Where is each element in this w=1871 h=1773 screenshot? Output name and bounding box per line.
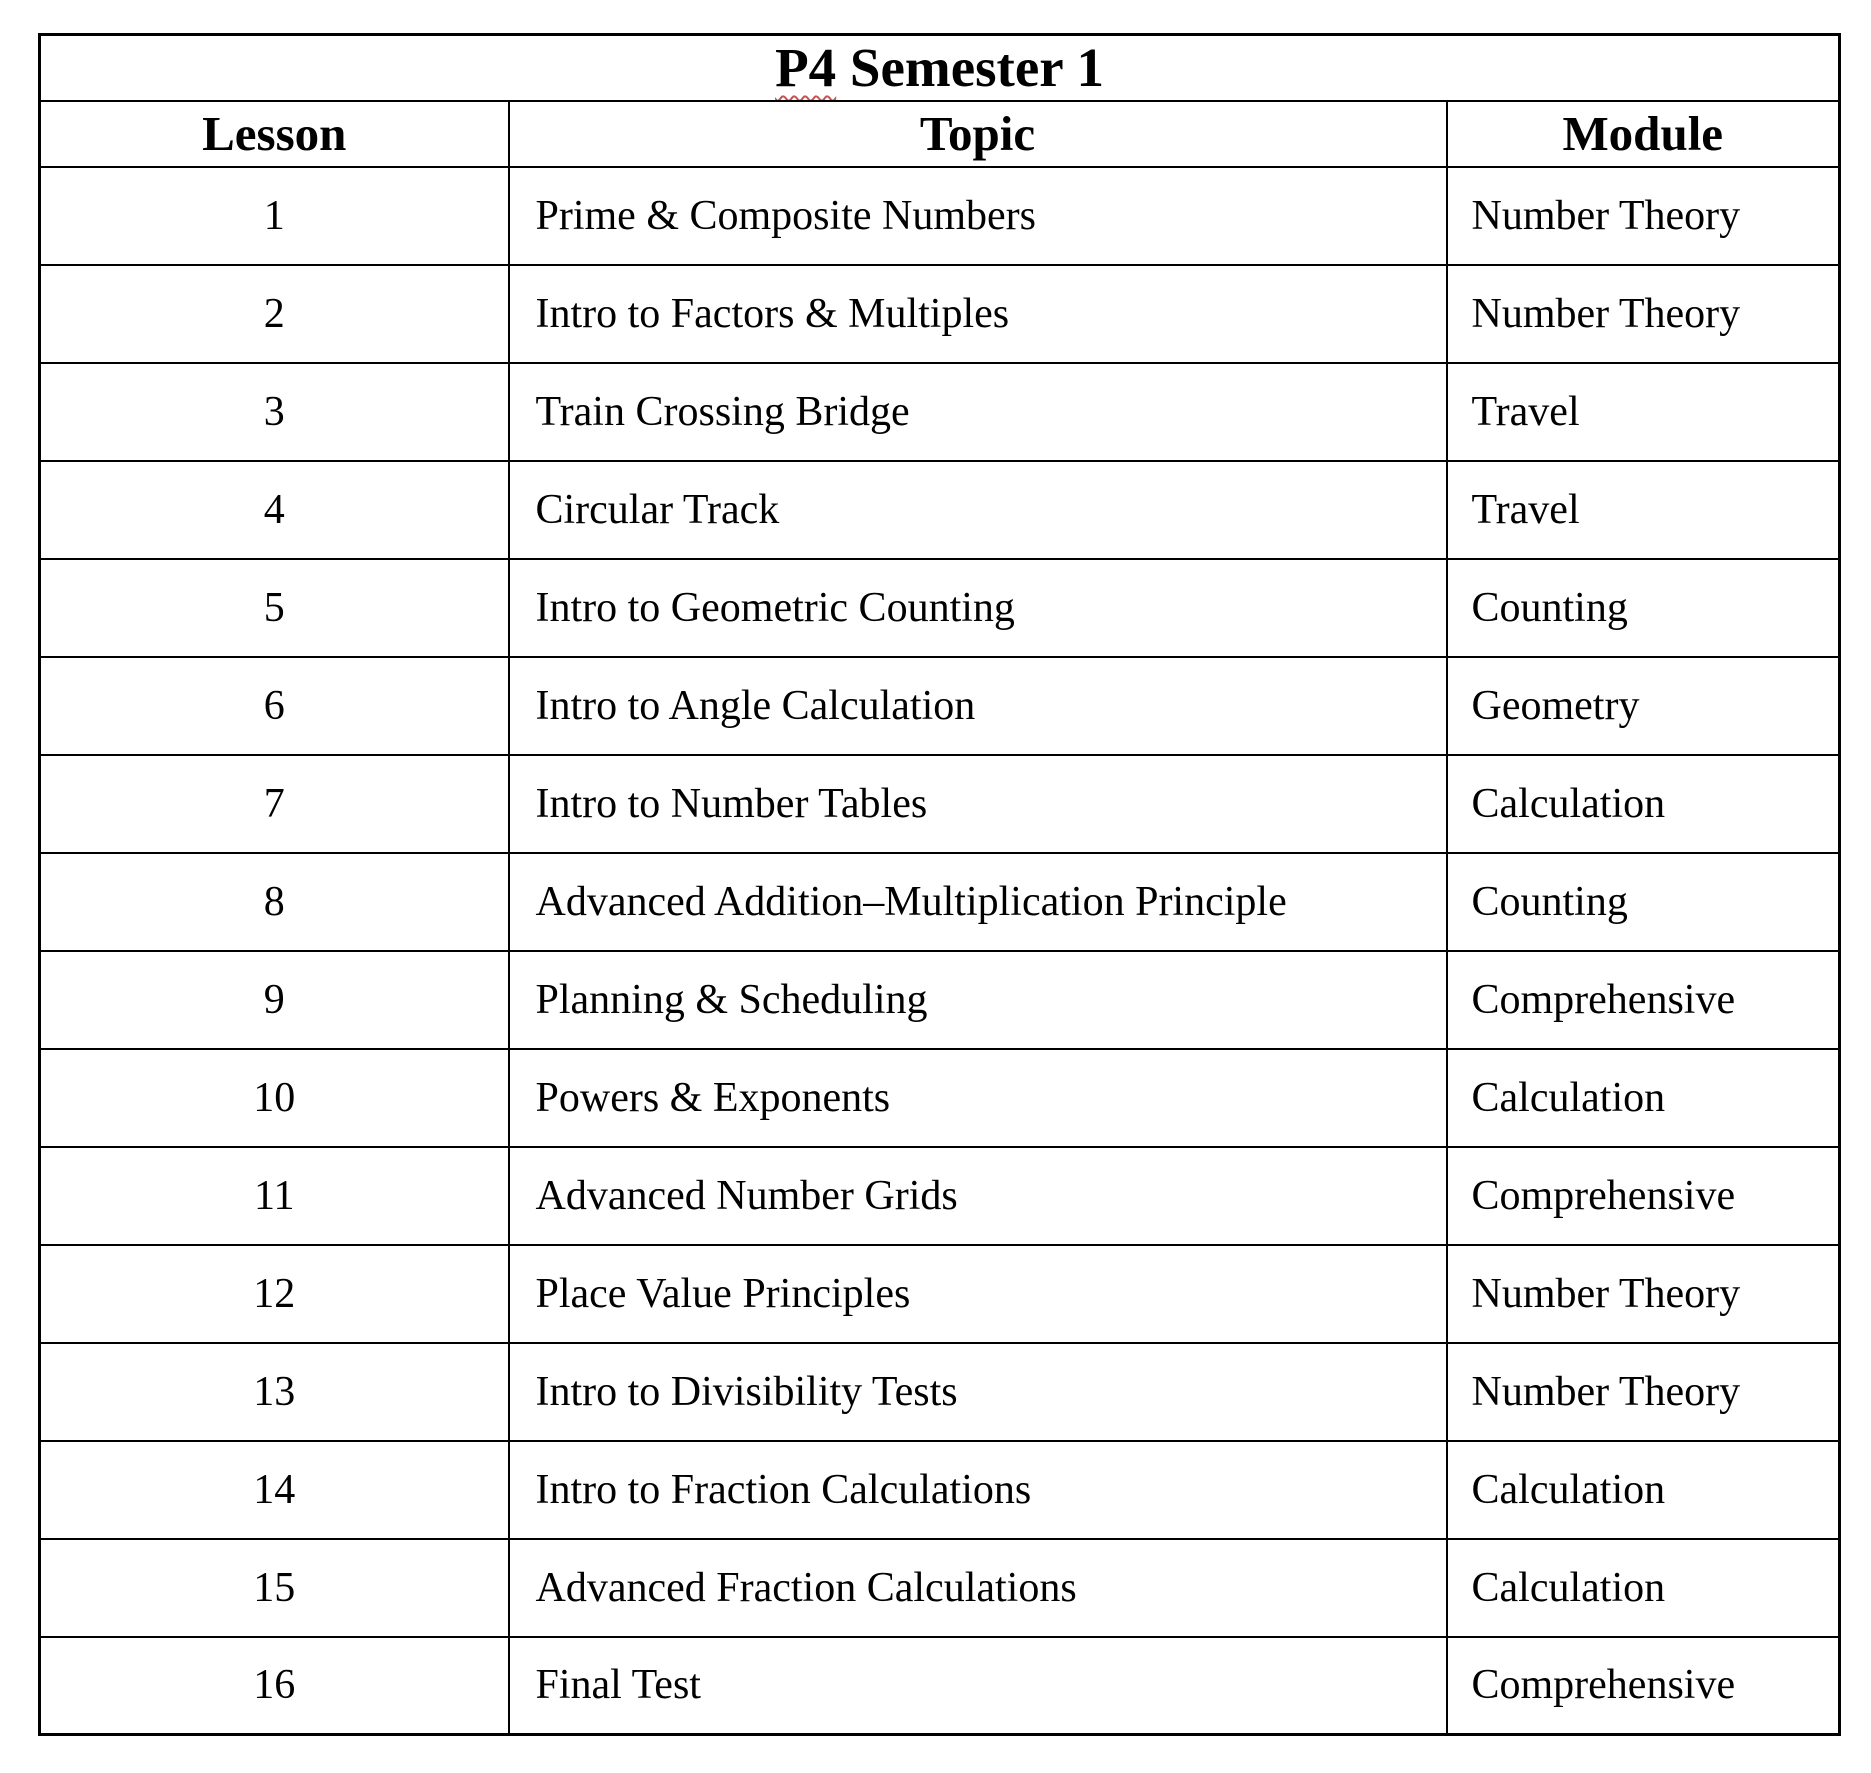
topic-cell: Intro to Divisibility Tests [509, 1343, 1447, 1441]
table-row [40, 853, 1840, 951]
lesson-schedule-table [38, 33, 1841, 1736]
module-cell: Number Theory [1447, 1245, 1840, 1343]
table-row [40, 1539, 1840, 1637]
table-row [40, 1245, 1840, 1343]
module-cell: Calculation [1447, 1049, 1840, 1147]
lesson-cell: 16 [40, 1637, 509, 1735]
module-cell: Number Theory [1447, 1343, 1840, 1441]
topic-cell: Intro to Geometric Counting [509, 559, 1447, 657]
lesson-cell: 15 [40, 1539, 509, 1637]
table-row [40, 363, 1840, 461]
lesson-cell: 1 [40, 167, 509, 265]
module-cell: Calculation [1447, 1539, 1840, 1637]
module-cell: Comprehensive [1447, 951, 1840, 1049]
topic-cell: Circular Track [509, 461, 1447, 559]
topic-cell: Advanced Fraction Calculations [509, 1539, 1447, 1637]
topic-cell: Advanced Number Grids [509, 1147, 1447, 1245]
lesson-cell: 4 [40, 461, 509, 559]
table-header-row [40, 101, 1840, 167]
lesson-cell: 3 [40, 363, 509, 461]
module-cell: Counting [1447, 853, 1840, 951]
column-header-module: Module [1447, 101, 1840, 167]
title-row [40, 35, 1840, 101]
topic-cell: Powers & Exponents [509, 1049, 1447, 1147]
table-row [40, 1049, 1840, 1147]
table-row [40, 461, 1840, 559]
lesson-cell: 6 [40, 657, 509, 755]
table-row [40, 755, 1840, 853]
module-cell: Travel [1447, 363, 1840, 461]
table-row [40, 1343, 1840, 1441]
topic-cell: Train Crossing Bridge [509, 363, 1447, 461]
table-row [40, 1441, 1840, 1539]
table-row [40, 1637, 1840, 1735]
column-header-lesson: Lesson [40, 101, 509, 167]
column-header-topic: Topic [509, 101, 1447, 167]
topic-cell: Intro to Angle Calculation [509, 657, 1447, 755]
lesson-cell: 7 [40, 755, 509, 853]
page-title-rest: Semester 1 [836, 36, 1104, 98]
lesson-cell: 12 [40, 1245, 509, 1343]
lesson-cell: 8 [40, 853, 509, 951]
lesson-cell: 5 [40, 559, 509, 657]
lesson-cell: 13 [40, 1343, 509, 1441]
topic-cell: Intro to Number Tables [509, 755, 1447, 853]
topic-cell: Advanced Addition–Multiplication Principle [509, 853, 1447, 951]
page-title [40, 35, 1840, 101]
table-row [40, 657, 1840, 755]
module-cell: Comprehensive [1447, 1147, 1840, 1245]
lesson-cell: 14 [40, 1441, 509, 1539]
module-cell: Calculation [1447, 755, 1840, 853]
lesson-cell: 10 [40, 1049, 509, 1147]
module-cell: Calculation [1447, 1441, 1840, 1539]
topic-cell: Prime & Composite Numbers [509, 167, 1447, 265]
topic-cell: Planning & Scheduling [509, 951, 1447, 1049]
spellcheck-flagged-word: P4 [775, 36, 837, 98]
module-cell: Geometry [1447, 657, 1840, 755]
table-row [40, 1147, 1840, 1245]
topic-cell: Intro to Factors & Multiples [509, 265, 1447, 363]
topic-cell: Final Test [509, 1637, 1447, 1735]
lesson-cell: 2 [40, 265, 509, 363]
module-cell: Number Theory [1447, 167, 1840, 265]
module-cell: Comprehensive [1447, 1637, 1840, 1735]
table-row [40, 951, 1840, 1049]
table-row [40, 265, 1840, 363]
table-row [40, 167, 1840, 265]
module-cell: Counting [1447, 559, 1840, 657]
topic-cell: Place Value Principles [509, 1245, 1447, 1343]
lesson-cell: 11 [40, 1147, 509, 1245]
module-cell: Travel [1447, 461, 1840, 559]
table-row [40, 559, 1840, 657]
lesson-cell: 9 [40, 951, 509, 1049]
topic-cell: Intro to Fraction Calculations [509, 1441, 1447, 1539]
module-cell: Number Theory [1447, 265, 1840, 363]
